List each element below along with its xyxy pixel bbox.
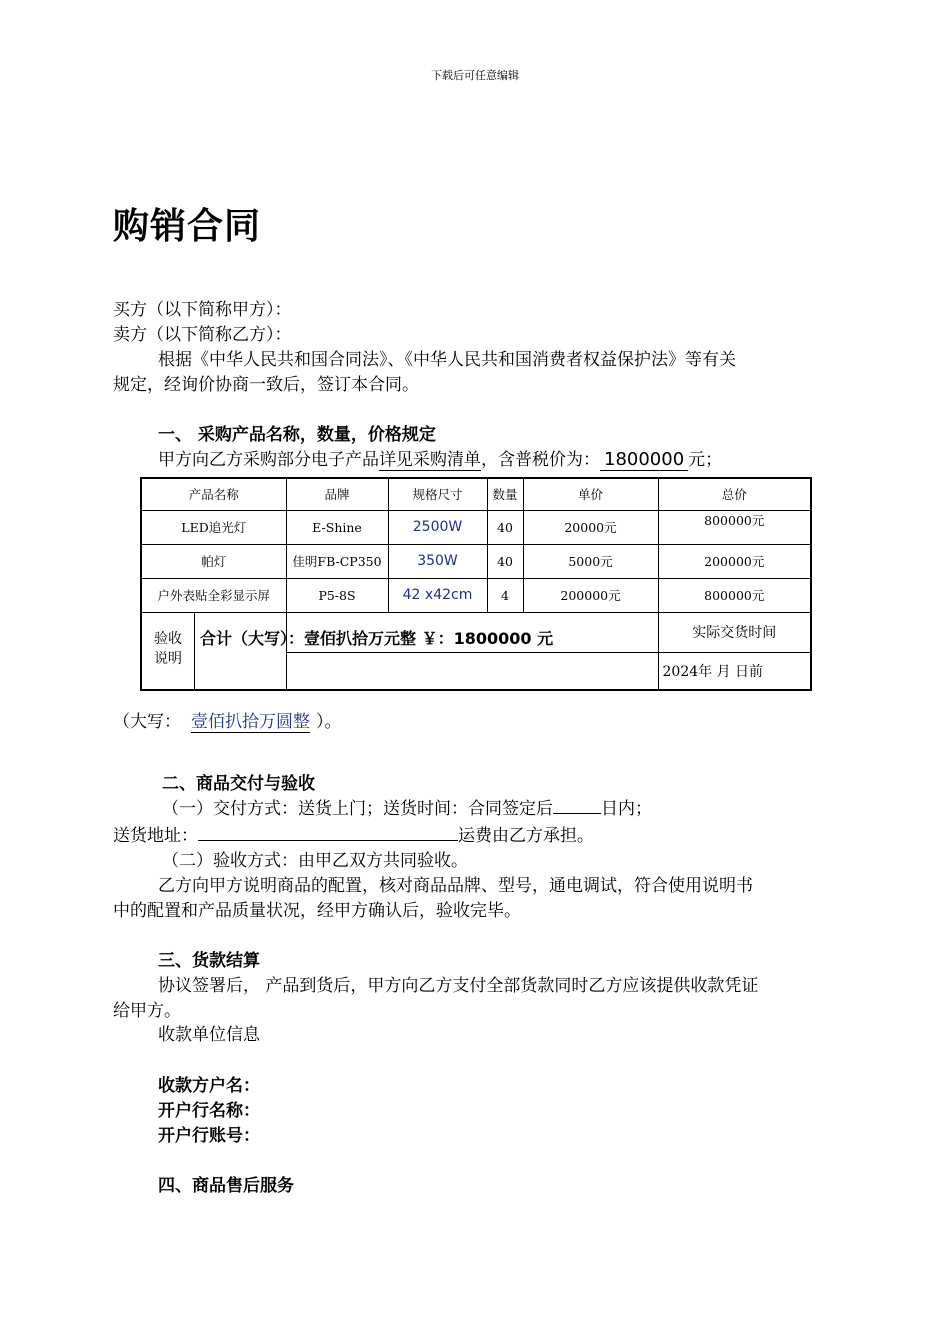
acceptance-label-1: 验收 (154, 630, 182, 647)
bank-name-label: 开户行名称： (158, 1101, 260, 1121)
cell-size: 42 x42cm (388, 578, 487, 612)
col-header-size: 规格尺寸 (388, 478, 487, 510)
col-header-unit-price: 单价 (523, 478, 658, 510)
total-row (141, 612, 811, 652)
payee-info-title: 收款单位信息 (158, 1025, 260, 1045)
total-spacer-2 (286, 652, 658, 690)
capital-value: 壹佰扒拾万圆整 (191, 712, 310, 732)
cell-total: 800000元 (658, 510, 811, 544)
section-1-line (158, 448, 722, 472)
delivery-date: 2024年 月 日前 (658, 652, 811, 690)
cell-product: LED追光灯 (141, 510, 286, 544)
cell-unit-price: 200000元 (523, 578, 658, 612)
delivery-method-line (162, 797, 652, 821)
cell-unit-price: 20000元 (523, 510, 658, 544)
page-title: 购销合同 (113, 206, 262, 247)
acceptance-label-cell (141, 612, 554, 690)
seller-line: 卖方（以下简称乙方）： (113, 325, 292, 345)
delivery-time-label: 实际交货时间 (658, 612, 811, 652)
cell-size: 350W (388, 544, 487, 578)
capital-suffix: ）。 (316, 712, 342, 732)
price-label: ，含普税价为： (481, 450, 600, 470)
cell-product: 帕灯 (141, 544, 286, 578)
delivery-address-line (113, 824, 594, 848)
section-4-title: 四、商品售后服务 (158, 1176, 294, 1196)
section-2-title: 二、商品交付与验收 (162, 774, 315, 794)
col-header-total: 总价 (658, 478, 811, 510)
bank-account-label: 开户行账号： (158, 1126, 260, 1146)
shipping-note: 运费由乙方承担。 (458, 826, 594, 846)
col-header-product: 产品名称 (141, 478, 286, 510)
cell-qty: 4 (487, 578, 523, 612)
cell-unit-price: 5000元 (523, 544, 658, 578)
price-unit: 元； (688, 450, 723, 470)
table-header-row (141, 478, 811, 510)
table-row (141, 510, 811, 544)
header-note: 下载后可任意编辑 (431, 69, 519, 82)
delivery-days-suffix: 日内； (601, 799, 652, 819)
intro-line-1: 根据《中华人民共和国合同法》、《中华人民共和国消费者权益保护法》等有关 (158, 350, 736, 370)
purchase-list-fill: 详见采购清单 (379, 450, 481, 470)
cell-product: 户外表贴全彩显示屏 (141, 578, 286, 612)
delivery-address-blank (198, 840, 458, 841)
section-3-title: 三、货款结算 (158, 951, 260, 971)
acceptance-detail-1: 乙方向甲方说明商品的配置，核对商品品牌、型号，通电调试，符合使用说明书 (158, 876, 753, 896)
cell-total: 200000元 (658, 544, 811, 578)
purchase-text: 甲方向乙方采购部分电子产品 (158, 450, 379, 470)
cell-size: 2500W (388, 510, 487, 544)
capital-prefix: （大写： (113, 712, 181, 732)
col-header-qty: 数量 (487, 478, 523, 510)
acceptance-label-2: 说明 (154, 650, 182, 667)
delivery-address-label: 送货地址： (113, 826, 198, 846)
acceptance-detail-2: 中的配置和产品质量状况，经甲方确认后，验收完毕。 (113, 901, 521, 921)
price-amount: 1800000 (600, 450, 688, 471)
intro-line-2: 规定，经询价协商一致后，签订本合同。 (113, 375, 419, 395)
goods-table (140, 477, 812, 691)
acceptance-method-line: （二）验收方式：由甲乙双方共同验收。 (162, 851, 468, 871)
section-1-title: 一、 采购产品名称，数量，价格规定 (158, 425, 436, 445)
delivery-method-text: （一）交付方式：送货上门；送货时间：合同签定后 (162, 799, 553, 819)
cell-qty: 40 (487, 510, 523, 544)
buyer-line: 买方（以下简称甲方）： (113, 300, 292, 320)
payee-name-label: 收款方户名： (158, 1076, 260, 1096)
capital-line (113, 710, 342, 734)
cell-brand: P5-8S (286, 578, 388, 612)
total-amount-text: 合计（大写）：壹佰扒拾万元整 ￥：1800000 元 (200, 628, 554, 648)
payment-line-1: 协议签署后， 产品到货后，甲方向乙方支付全部货款同时乙方应该提供收款凭证 (158, 976, 759, 996)
cell-brand: 佳明FB-CP350 (286, 544, 388, 578)
delivery-days-blank (553, 813, 601, 814)
cell-brand: E-Shine (286, 510, 388, 544)
col-header-brand: 品牌 (286, 478, 388, 510)
payment-line-2: 给甲方。 (113, 1001, 181, 1021)
table-row (141, 578, 811, 612)
cell-qty: 40 (487, 544, 523, 578)
cell-total: 800000元 (658, 578, 811, 612)
table-row (141, 544, 811, 578)
